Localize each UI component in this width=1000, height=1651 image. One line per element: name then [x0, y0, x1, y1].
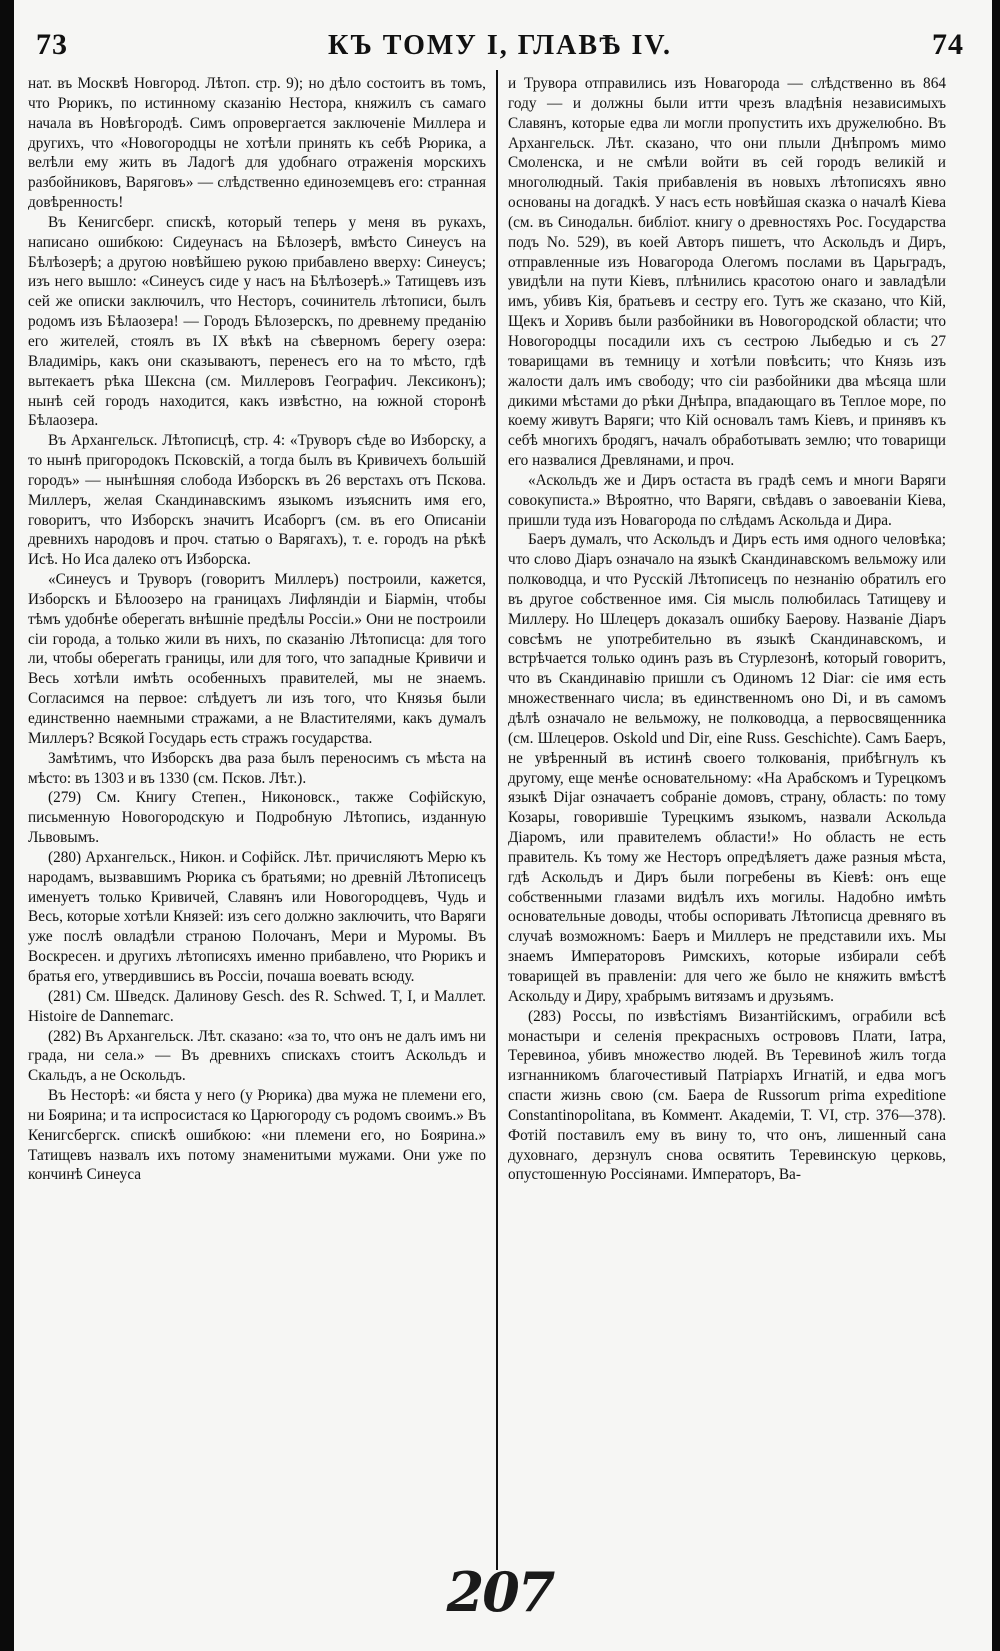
- scan-edge-right: [992, 0, 1000, 1651]
- paragraph: и Трувора отправились изъ Новагорода — слѣдственно въ 864 году — и должны были итти чрезъ владѣнія независимыхъ Славянъ, которые едва ли могли пропустить ихъ дружелюбно. Въ Архангельск. Лѣт. сказано, что они плыли Днѣпромъ мимо Смоленска, и не смѣли войти въ сей городъ великій и многолюдный. Такія прибавленія въ новыхъ лѣтописяхъ явно основаны на догадкѣ. У насъ есть новѣйшая сказка о началѣ Кіева (см. въ Синодальн. библіот. книгу о древностяхъ Рос. Государства подъ No. 529), въ коей Авторъ пишетъ, что Аскольдъ и Диръ, отправленные изъ Новагорода Олегомъ послами въ Царьградъ, увидѣли на пути Кіевъ, плѣнились красотою онаго и завладѣли имъ, убивъ Кія, братьевъ и сестру его. Тутъ же сказано, что Кій, Щекъ и Хоривъ были разбойники въ Новогородской области; что Новогородцы посадили ихъ съ сестрою Лыбедью и съ 27 товарищами въ темницу и хотѣли повѣсить; что Князь изъ жалости далъ имъ свободу; что сіи разбойники два мѣсяца шли дикими мѣстами до рѣки Днѣпра, впадающаго въ Теплое море, по коему живутъ Варяги; что Кій основалъ тамъ Кіевъ, и принявъ къ себѣ многихъ бродягъ, началъ обработывать землю; что товарищи его назвалися Древлянами, и проч.: [508, 75, 946, 470]
- paragraph: Баеръ думалъ, что Аскольдъ и Диръ есть имя одного человѣка; что слово Діаръ означало на языкѣ Скандинавскомъ вельможу или полководца, и что Русскій Лѣтописецъ по незнанію обратилъ его въ другое собственное имя. Сія мысль полюбилась Татищеву и Миллеру. Но Шлецеръ доказалъ ошибку Баерову. Названіе Діаръ совсѣмъ не употребительно въ языкѣ Скандинавскомъ, и встрѣчается только одинъ разъ въ Стурлезонѣ, который говоритъ, что въ Скандинавію пришли съ Одиномъ 12 Diar: сіе имя есть множественнаго числа; въ единственномъ оно Di, и въ самомъ дѣлѣ означало не вельможу, не полководца, а первосвященника (см. Шлецеров. Oskold und Dir, eine Russ. Geschichte). Самъ Баеръ, не увѣренный въ истинѣ своего толкованія, прибѣгнулъ къ другому, еще менѣе основательному: «На Арабскомъ и Турецкомъ языкѣ Dijar означаетъ собраніе домовъ, страну, область: по тому Козары, говорившіе Турецкимъ языкомъ, назвали Аскольда Діаромъ, или правителемъ области!» Но область не есть правитель. Къ тому же Несторъ опредѣляетъ даже разныя мѣста, гдѣ Аскольдъ и Диръ были погребены въ Кіевѣ: онъ еще собственными глазами видѣлъ ихъ могилы. Надобно имѣть основательные доводы, чтобы оспоривать Лѣтописца древняго въ случаѣ возможномъ: Баеръ и Миллеръ не представили ихъ. Мы знаемъ Императоровъ Римскихъ, которые избирали себѣ товарищей въ правленіи: для чего же было не княжить вмѣстѣ Аскольду и Диру, храбрымъ витязамъ и друзьямъ.: [508, 531, 946, 1005]
- right-column: [508, 74, 946, 1554]
- paragraph: Въ Архангельск. Лѣтописцѣ, стр. 4: «Труворъ сѣде во Изборску, а то нынѣ пригородокъ Псковскій, а тогда былъ въ Кривичехъ большій городъ» — нынѣшняя слобода Изборскъ въ 26 верстахъ отъ Пскова. Миллеръ, желая Скандинавскимъ языкомъ изъяснить имя его, говоритъ, что Изборскъ значитъ Исаборгъ (см. въ его Описаніи древнихъ народовъ и проч. статью о Варягахъ), т. е. городъ на рѣкѣ Исѣ. Но Иса далеко отъ Изборска.: [28, 432, 486, 569]
- footnote-281: (281) См. Шведск. Далинову Gesch. des R. Schwed. T, I, и Маллет. Histoire de Dannemarc.: [28, 987, 486, 1025]
- paragraph: Въ Кенигсберг. спискѣ, который теперь у меня въ рукахъ, написано ошибкою: Сидеунасъ на Бѣлозерѣ, вмѣсто Синеусъ на Бѣлѣозерѣ; а другою новѣйшею рукою прибавлено вверху: Синеусъ; изъ него вышло: «Синеусъ сиде у насъ на Бѣлѣозерѣ.» Татищевъ изъ сей же описки заключилъ, что Несторъ, сочинитель лѣтописи, былъ родомъ изъ Бѣлаозера! — Городъ Бѣлозерскъ, по древнему преданію его жителей, стоялъ въ IX вѣкѣ на сѣверномъ берегу озера: Владимірь, какъ они сказываютъ, перенесъ его на то мѣсто, гдѣ вытекаетъ рѣка Шексна (см. Миллеровъ Географич. Лексиконъ); нынѣ сей городъ находится, какъ извѣстно, на южной сторонѣ Бѣлаозера.: [28, 213, 486, 430]
- scan-edge-left: [0, 0, 14, 1651]
- footnote-283: (283) Россы, по извѣстіямъ Византійскимъ, ограбили всѣ монастыри и селенія прекрасныхъ острововъ Плати, Іатра, Теревиноа, убивъ множество людей. Въ Теревиноѣ жилъ тогда изгнанникомъ благочестивый Патріархъ Игнатій, и едва могъ спасти жизнь свою (см. Баера de Russorum prima expeditione Constantinopolitana, въ Коммент. Академіи, Т. VI, стр. 376—378). Фотій поставилъ ему въ вину то, что онъ, лишенный сана духовнаго, дерзнулъ снова освятить Теревинскую церковь, опустошенную Россіянами. Императоръ, Ва-: [508, 1007, 946, 1184]
- paragraph: «Аскольдъ же и Диръ остаста въ градѣ семъ и многи Варяги совокуписта.» Вѣроятно, что Варяги, свѣдавъ о завоеваніи Кіева, пришли туда изъ Новагорода по слѣдамъ Аскольда и Дира.: [508, 471, 946, 529]
- page-header: [36, 28, 964, 68]
- page-number-right: 74: [932, 28, 964, 61]
- left-column: [28, 74, 486, 1554]
- column-divider: [496, 70, 498, 1570]
- paragraph: «Синеусъ и Труворъ (говоритъ Миллеръ) построили, кажется, Изборскъ и Бѣлоозеро на границахъ Лифляндіи и Біармін, чтобы тѣмъ удобнѣе оберегать внѣшніе предѣлы Россіи.» Они не построили сіи города, а только жили въ нихъ, по сказанію Лѣтописца: для того ли, чтобы оберегать границы, или для того, что западные Кривичи и Весь хотѣли имѣть особенныхъ правителей, мы не знаемъ. Согласимся на первое: слѣдуетъ ли изъ того, что Князья были единственно наемными стражами, а не Властителями, какъ думалъ Миллеръ? Всякой Государь есть стражъ государства.: [28, 571, 486, 747]
- page-number-left: 73: [36, 28, 68, 61]
- paragraph: нат. въ Москвѣ Новгород. Лѣтоп. стр. 9); но дѣло состоитъ въ томъ, что Рюрикъ, по истинному сказанію Нестора, княжилъ съ самаго начала въ Новѣгородѣ. Симъ опровергается заключеніе Миллера и другихъ, что «Новогородцы не хотѣли принять къ себѣ Рюрика, а велѣли ему жить въ Ладогѣ для удобнаго отраженія морскихъ разбойниковъ, Варяговъ» — слѣдственно единоземцевъ его: странная довѣренность!: [28, 75, 486, 212]
- footnote-282: (282) Въ Архангельск. Лѣт. сказано: «за то, что онъ не далъ имъ ни града, ни села.» — Въ древнихъ спискахъ стоитъ Аскольдъ и Скальдъ, а не Оскольдъ.: [28, 1027, 486, 1085]
- footnote-279: (279) См. Книгу Степен., Никоновск., также Софійскую, письменную Новогородскую и Подробную Лѣтопись, изданную Львовымъ.: [28, 789, 486, 847]
- paragraph: Замѣтимъ, что Изборскъ два раза былъ переносимъ съ мѣста на мѣсто: въ 1303 и въ 1330 (см. Псков. Лѣт.).: [28, 749, 486, 787]
- page-title: КЪ ТОМУ I, ГЛАВѢ IV.: [328, 30, 672, 61]
- handwritten-page-number: 207: [446, 1560, 554, 1624]
- paragraph: Въ Несторѣ: «и бяста у него (у Рюрика) два мужа не племени его, ни Боярина; и та испросистася ко Царюгороду съ родомъ своимъ.» Въ Кенигсбергск. спискѣ ошибкою: «ни племени его, но Боярина.» Татищевъ назвалъ ихъ потому знаменитыми мужами. Они уже по кончинѣ Синеуса: [28, 1087, 486, 1184]
- footnote-280: (280) Архангельск., Никон. и Софійск. Лѣт. причисляютъ Мерю къ народамъ, вызвавшимъ Рюрика съ братьями; но древній Лѣтописецъ именуетъ только Кривичей, Славянъ или Новогородцевъ, Чудь и Весь, которые хотѣли Князей: изъ сего должно заключить, что Варяги уже послѣ овладѣли страною Полочанъ, Мери и Муромы. Въ Воскресен. и другихъ лѣтописяхъ именно прибавлено, что Рюрикъ и братья его, утвердившись въ Россіи, почаша воевать всюду.: [28, 848, 486, 985]
